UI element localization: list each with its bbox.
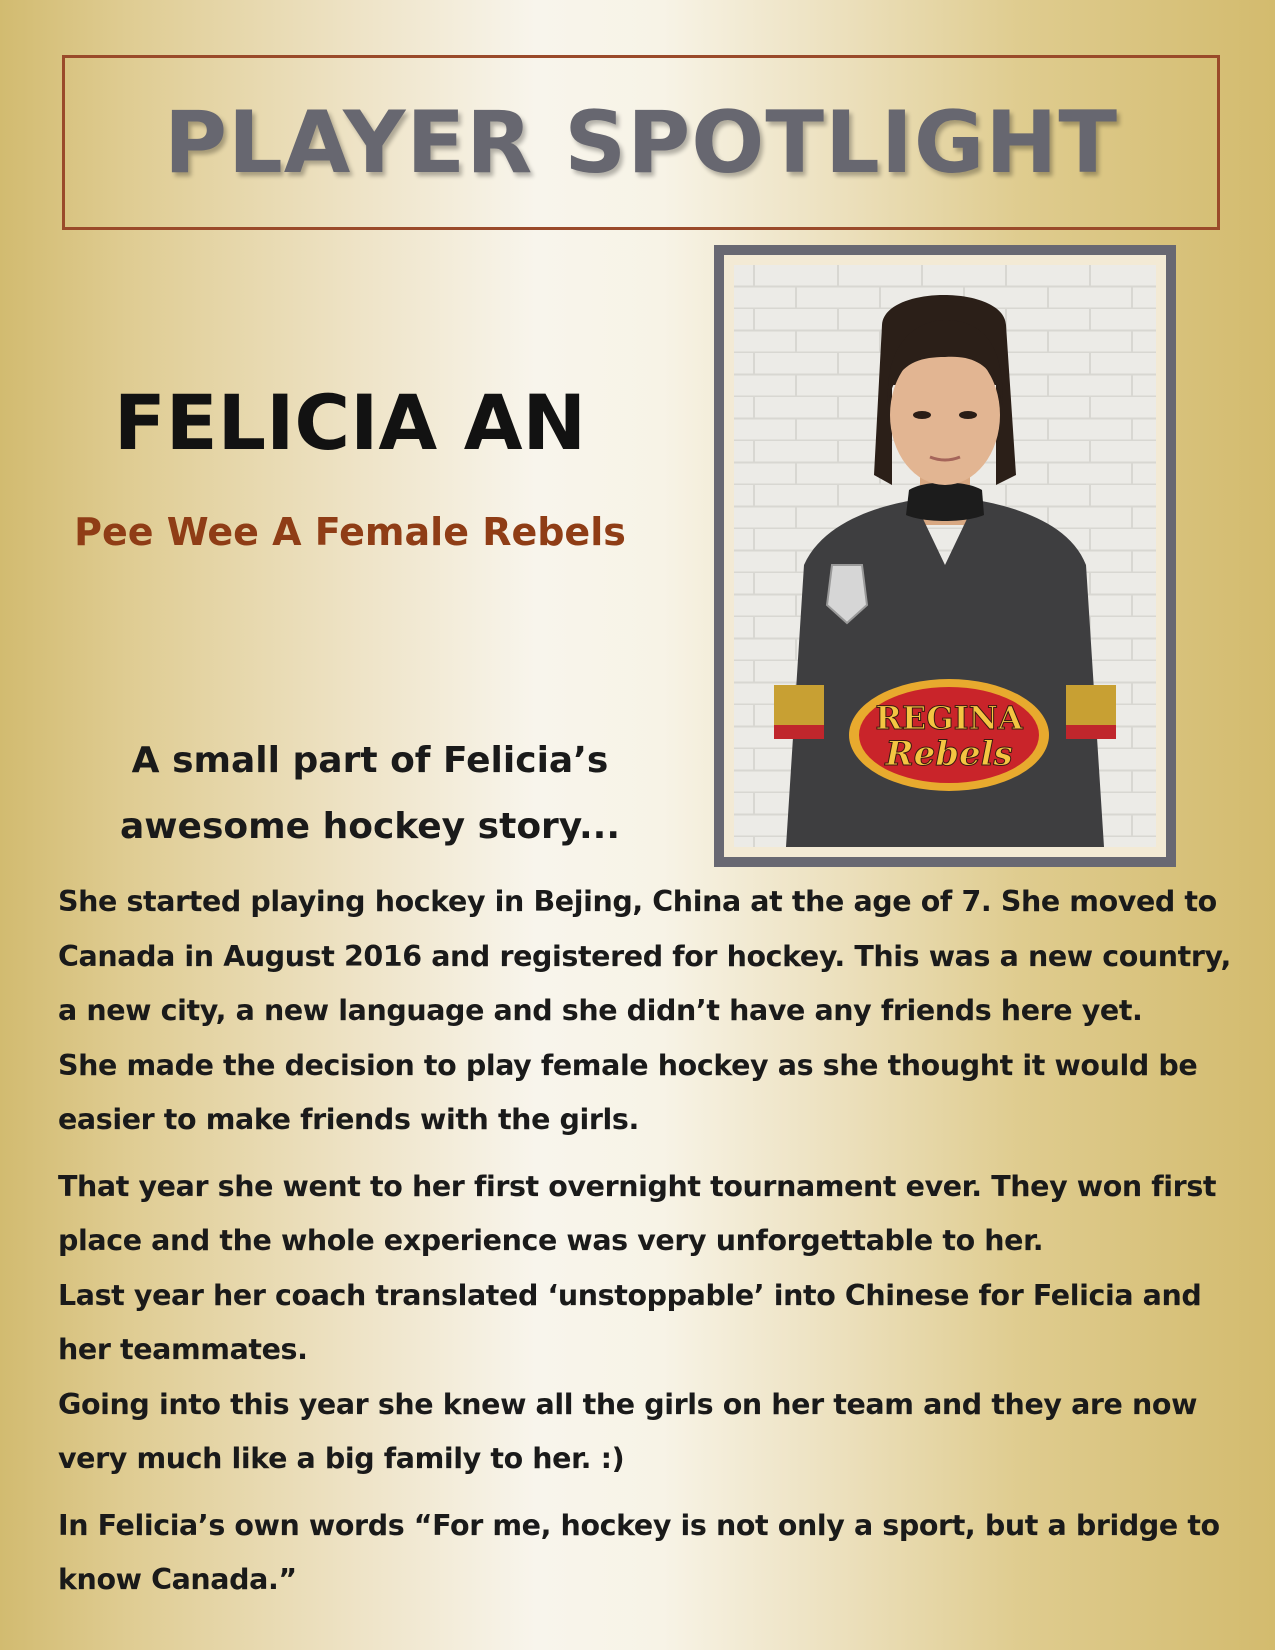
- story-paragraph: That year she went to her first overnight tournament ever. They won first place and the whole experience was very unforgettable to her.: [58, 1169, 1217, 1257]
- intro-heading: [80, 728, 660, 860]
- player-photo-frame: [714, 245, 1176, 867]
- jersey-logo-line-1: REGINA: [875, 699, 1023, 737]
- page-title: PLAYER SPOTLIGHT: [163, 92, 1119, 193]
- player-photo: [734, 265, 1156, 847]
- story-body: [58, 875, 1233, 1608]
- player-name: FELICIA AN: [113, 378, 587, 467]
- jersey-logo-line-2: Rebels: [885, 734, 1013, 774]
- story-paragraph: She made the decision to play female hockey as she thought it would be easier to make friends with the girls.: [58, 1048, 1198, 1136]
- story-paragraph: In Felicia’s own words “For me, hockey is not only a sport, but a bridge to know Canada.”: [58, 1508, 1220, 1596]
- team-name: Pee Wee A Female Rebels: [74, 510, 626, 554]
- story-paragraph: Last year her coach translated ‘unstoppable’ into Chinese for Felicia and her teammates.: [58, 1278, 1202, 1366]
- title-banner: [62, 55, 1220, 230]
- intro-line-2: awesome hockey story...: [120, 806, 620, 847]
- photo-mat: [724, 255, 1166, 857]
- story-paragraph: She started playing hockey in Bejing, China at the age of 7. She moved to Canada in August 2016 and registered for hockey. This was a new country, a new city, a new language and she didn’t have any friends here yet.: [58, 885, 1231, 1027]
- intro-line-1: A small part of Felicia’s: [131, 740, 609, 781]
- story-paragraph: Going into this year she knew all the girls on her team and they are now very much like a big family to her. :): [58, 1387, 1198, 1475]
